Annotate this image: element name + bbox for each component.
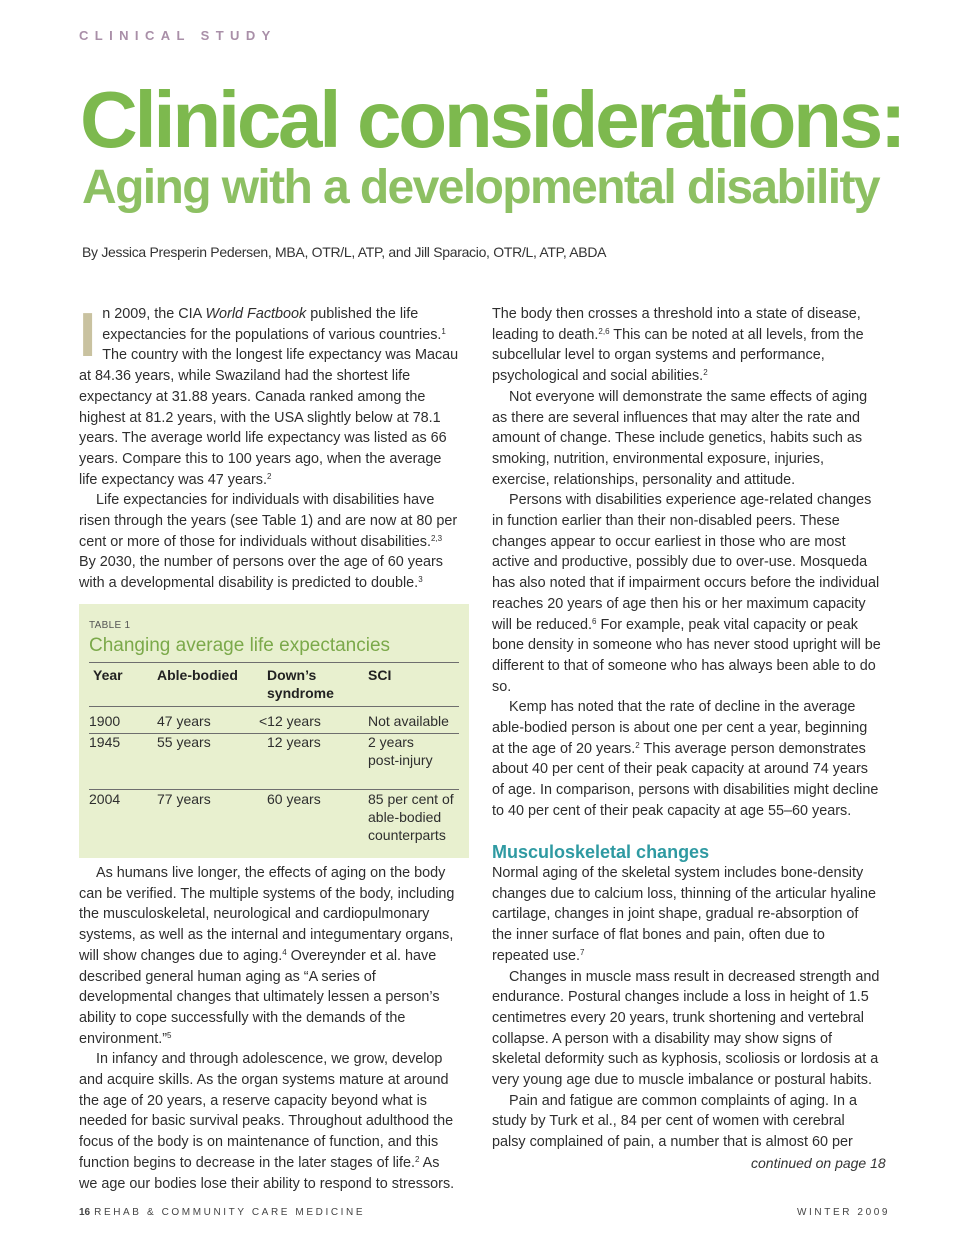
left-column-top [79, 301, 461, 594]
paragraph: Kemp has noted that the rate of decline in the average able-bodied person is about one per cent a year, beginning at the age of 20 years.$^2$ This average person demonstrates about 40 per cent of their peak capacity at around 74 years of age. In comparison, persons with disabilities might decline to 40 per cent of their peak capacity at age 55–60 years. [492, 699, 879, 819]
table-cell: 47 years [157, 713, 211, 729]
table-header-downs: Down’s syndrome [267, 667, 334, 701]
footer-left [79, 1207, 365, 1218]
table-cell: 2 years post-injury [368, 734, 433, 768]
publication-name: REHAB & COMMUNITY CARE MEDICINE [94, 1207, 366, 1218]
article-subtitle: Aging with a developmental disability [82, 161, 879, 214]
paragraph: Changes in muscle mass result in decreased strength and endurance. Postural changes include a loss in height of 1.5 centimetres every 20 years, trunk shortening and vertebral collapse. A person with a disability may show signs of skeletal deformity such as kyphosis, scoliosis or lordosis at a very young age due to muscle imbalance or postural habits. [492, 968, 880, 1089]
table-header-sci: SCI [368, 667, 392, 683]
paragraph: Normal aging of the skeletal system includes bone-density changes due to calcium loss, thinning of the articular hyaline cartilage, changes in joint shape, gradual re-absorption of the inner surface of flat bones and pain, often due to repeated use.$^7$ [492, 865, 876, 964]
life-expectancy-table [79, 604, 469, 858]
table-cell: 12 years [267, 734, 321, 750]
table-cell: 1945 [89, 734, 121, 750]
table-cell: 60 years [267, 791, 321, 807]
table-cell: 77 years [157, 791, 211, 807]
right-column-top [492, 304, 882, 822]
paragraph: As humans live longer, the effects of aging on the body can be verified. The multiple systems of the body, including the musculoskeletal, neurological and cardiopulmonary systems, as well as the internal and integumentary organs, will show changes due to aging.$^4$ Overeynder et al. have described general human aging as “A series of developmental changes that ultimately lessen a person’s ability to cope successfully with the demands of the environment.”$^5$ [79, 865, 455, 1047]
paragraph: Not everyone will demonstrate the same effects of aging as there are several influences that may alter the rate and amount of change. These include genetics, habits such as smoking, nutrition, environmental exposure, injuries, exercise, relationships, personality and attitude. [492, 388, 868, 488]
left-column-bottom [79, 863, 461, 1194]
table-rule [89, 706, 459, 707]
paragraph: The body then crosses a threshold into a state of disease, leading to death.$^{2,6}$ This can be noted at all levels, from the subcellular level to organ systems and performance, psychological and social abilities.$^2$ [492, 306, 864, 385]
table-rule [89, 662, 459, 663]
section-label: CLINICAL STUDY [79, 28, 277, 43]
table-cell: 55 years [157, 734, 211, 750]
table-cell: <12 years [259, 713, 321, 729]
paragraph: Persons with disabilities experience age-related changes in function earlier than their non-disabled peers. These changes appear to occur earliest in those who are most active and productive, possibly due to over-use. Mosqueda has also noted that if impairment occurs before the individual reaches 20 years of age then his or her maximum capacity will be reduced.$^6$ For example, peak vital capacity or peak bone density in someone who has never stood upright will be different to that of someone who has always been able to do so. [492, 492, 881, 695]
byline: By Jessica Presperin Pedersen, MBA, OTR/L, ATP, and Jill Sparacio, OTR/L, ATP, ABDA [82, 244, 607, 260]
drop-cap: I [79, 301, 97, 370]
table-header-able-bodied: Able-bodied [157, 667, 238, 683]
table-header-year: Year [93, 667, 123, 683]
table-cell: 1900 [89, 713, 121, 729]
table-cell: 85 per cent of able-bodied counterparts [368, 791, 454, 843]
intro-paragraph: In 2009, the CIA World Factbook published the life expectancies for the populations of various countries.$^1$ The country with the longest life expectancy was Macau at 84.36 years, while Swaziland had the shortest life expectancy at 31.88 years. Canada ranked among the highest at 81.2 years, with the USA slightly below at 78.1 years. The average world life expectancy was listed as 66 years. Compare this to 100 years ago, when the average life expectancy was 47 years.$^2$ [79, 301, 459, 488]
table-title: Changing average life expectancies [89, 635, 391, 656]
continued-note: continued on page 18 [751, 1155, 886, 1171]
right-column-bottom [492, 863, 882, 1153]
table-cell: Not available [368, 713, 449, 729]
article-title: Clinical considerations: [80, 75, 904, 164]
paragraph: Life expectancies for individuals with disabilities have risen through the years (see Table 1) and are now at 80 per cent or more of those for individuals without disabilities.$^{2,3}$ By 2030, the number of persons over the age of 60 years with a developmental disability is predicted to double.$^3$ [79, 492, 458, 592]
table-label: TABLE 1 [89, 620, 131, 631]
issue-date: WINTER 2009 [797, 1207, 891, 1218]
paragraph: In infancy and through adolescence, we grow, develop and acquire skills. As the organ systems mature at around the age of 20 years, a reserve capacity beyond what is needed for basic survival peaks. Throughout adulthood the focus of the body is on maintenance of function, and this function begins to decrease in the later stages of life.$^2$ As we age our bodies lose their ability to respond to stressors. [79, 1051, 455, 1192]
page-number: 16 [79, 1207, 91, 1218]
table-cell: 2004 [89, 791, 121, 807]
paragraph: Pain and fatigue are common complaints of aging. In a study by Turk et al., 84 per cent of women with cerebral palsy complained of pain, a number that is almost 60 per [492, 1092, 857, 1151]
section-heading: Musculoskeletal changes [492, 842, 710, 862]
